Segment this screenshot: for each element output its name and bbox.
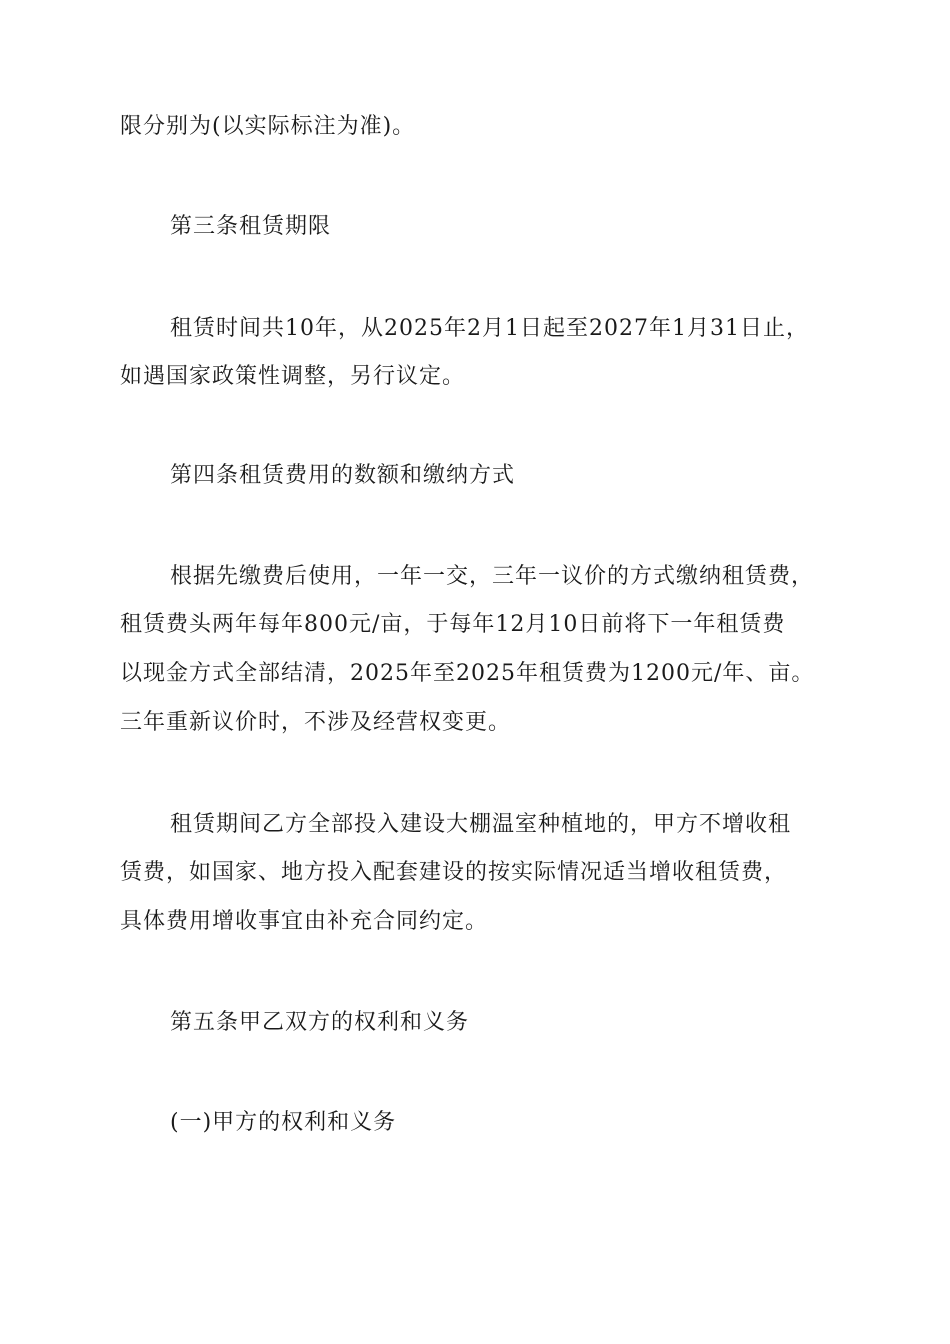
article-heading-5: 第五条甲乙双方的权利和义务 — [170, 1010, 470, 1035]
paragraph-line: 三年重新议价时，不涉及经营权变更。 — [120, 710, 512, 735]
paragraph-line: 如遇国家政策性调整，另行议定。 — [120, 364, 466, 389]
paragraph-line: 根据先缴费后使用，一年一交，三年一议价的方式缴纳租赁费， — [170, 564, 815, 589]
section-heading: (一)甲方的权利和义务 — [170, 1110, 397, 1135]
paragraph-line: 限分别为(以实际标注为准)。 — [120, 114, 416, 139]
article-heading-4: 第四条租赁费用的数额和缴纳方式 — [170, 463, 516, 488]
paragraph-line: 赁费，如国家、地方投入配套建设的按实际情况适当增收租赁费， — [120, 860, 788, 885]
paragraph-line: 租赁时间共10年，从2025年2月1日起至2027年1月31日止， — [170, 316, 809, 341]
paragraph-line: 租赁期间乙方全部投入建设大棚温室种植地的，甲方不增收租 — [170, 812, 792, 837]
paragraph-line: 具体费用增收事宜由补充合同约定。 — [120, 909, 489, 934]
article-heading-3: 第三条租赁期限 — [170, 214, 332, 239]
paragraph-line: 租赁费头两年每年800元/亩，于每年12月10日前将下一年租赁费 — [120, 612, 786, 637]
paragraph-line: 以现金方式全部结清，2025年至2025年租赁费为1200元/年、亩。 — [120, 661, 815, 686]
